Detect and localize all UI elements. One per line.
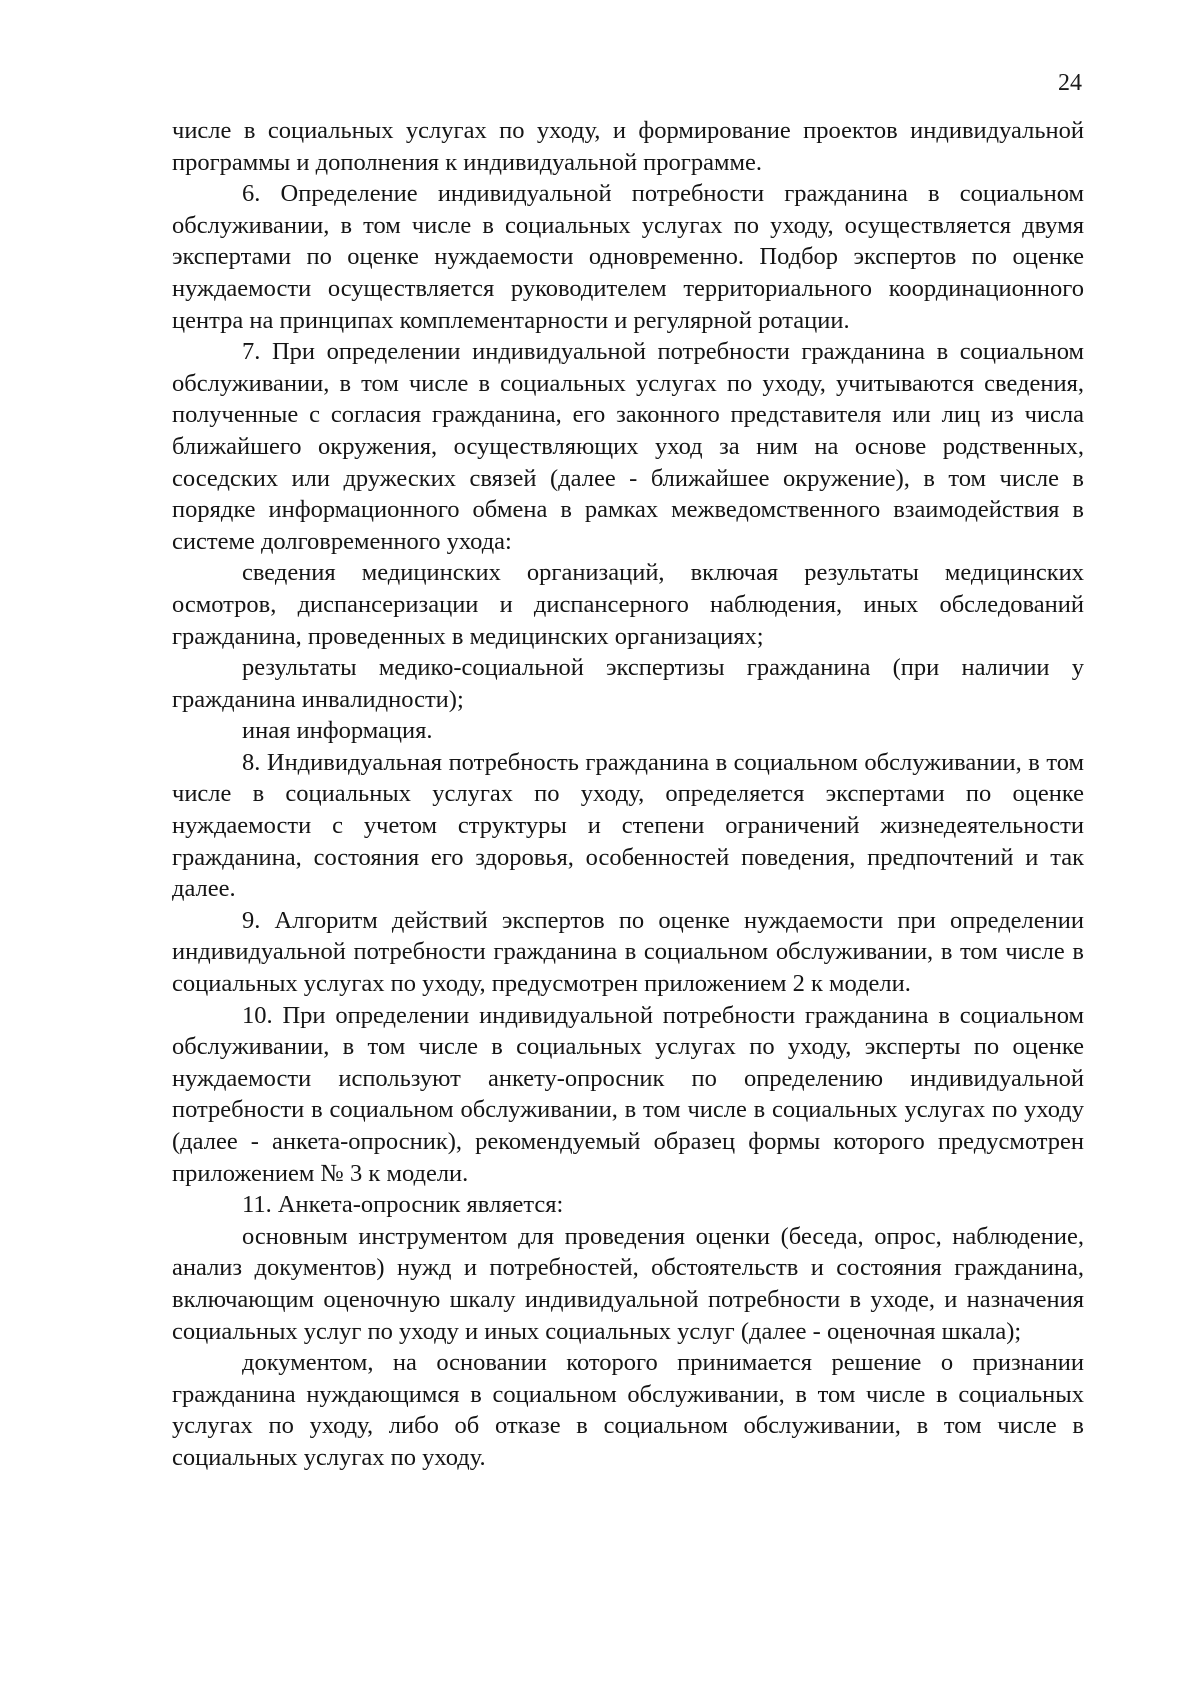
paragraph-item-11: 11. Анкета-опросник является:	[242, 1191, 564, 1219]
paragraph-item-10: 10. При определении индивидуальной потребности гражданина в социальном обслуживании, в том числе в социальных услугах по уходу, эксперты по оценке нуждаемости используют анкету-опросник по определению индивидуальной потребности в социальном обслуживании, в том числе в социальных услугах по уходу (далее - анкета-опросник), рекомендуемый образец формы которого предусмотрен приложением № 3 к модели.	[172, 1001, 1084, 1187]
paragraph-item-7: 7. При определении индивидуальной потребности гражданина в социальном обслуживании, в том числе в социальных услугах по уходу, учитываются сведения, полученные с согласия гражданина, его законного представителя или лиц из числа ближайшего окружения, осуществляющих уход за ним на основе родственных, соседских или дружеских связей (далее - ближайшее окружение), в том числе в порядке информационного обмена в рамках межведомственного взаимодействия в системе долговременного ухода:	[172, 338, 1084, 555]
paragraph-mse-results: результаты медико-социальной экспертизы гражданина (при наличии у гражданина инвалидности);	[172, 654, 1084, 713]
document-body	[172, 115, 1084, 1474]
page-number: 24	[1058, 70, 1082, 96]
paragraph-item-8: 8. Индивидуальная потребность гражданина в социальном обслуживании, в том числе в социальных услугах по уходу, определяется экспертами по оценке нуждаемости с учетом структуры и степени ограничений жизнедеятельности гражданина, состояния его здоровья, особенностей поведения, предпочтений и так далее.	[172, 748, 1084, 903]
paragraph-main-instrument: основным инструментом для проведения оценки (беседа, опрос, наблюдение, анализ документов) нужд и потребностей, обстоятельств и состояния гражданина, включающим оценочную шкалу индивидуальной потребности в уходе, и назначения социальных услуг по уходу и иных социальных услуг (далее - оценочная шкала);	[172, 1222, 1084, 1345]
paragraph-item-9: 9. Алгоритм действий экспертов по оценке нуждаемости при определении индивидуальной потребности гражданина в социальном обслуживании, в том числе в социальных услугах по уходу, предусмотрен приложением 2 к модели.	[172, 906, 1084, 998]
paragraph-item-6: 6. Определение индивидуальной потребности гражданина в социальном обслуживании, в том числе в социальных услугах по уходу, осуществляется двумя экспертами по оценке нуждаемости одновременно. Подбор экспертов по оценке нуждаемости осуществляется руководителем территориального координационного центра на принципах комплементарности и регулярной ротации.	[172, 180, 1084, 334]
paragraph-continuation: числе в социальных услугах по уходу, и формирование проектов индивидуальной программы и дополнения к индивидуальной программе.	[172, 117, 1084, 176]
paragraph-other-info: иная информация.	[242, 717, 433, 745]
paragraph-decision-document: документом, на основании которого принимается решение о признании гражданина нуждающимся в социальном обслуживании, в том числе в социальных услугах по уходу, либо об отказе в социальном обслуживании, в том числе в социальных услугах по уходу.	[172, 1349, 1084, 1471]
paragraph-medical-info: сведения медицинских организаций, включая результаты медицинских осмотров, диспансеризации и диспансерного наблюдения, иных обследований гражданина, проведенных в медицинских организациях;	[172, 559, 1084, 650]
